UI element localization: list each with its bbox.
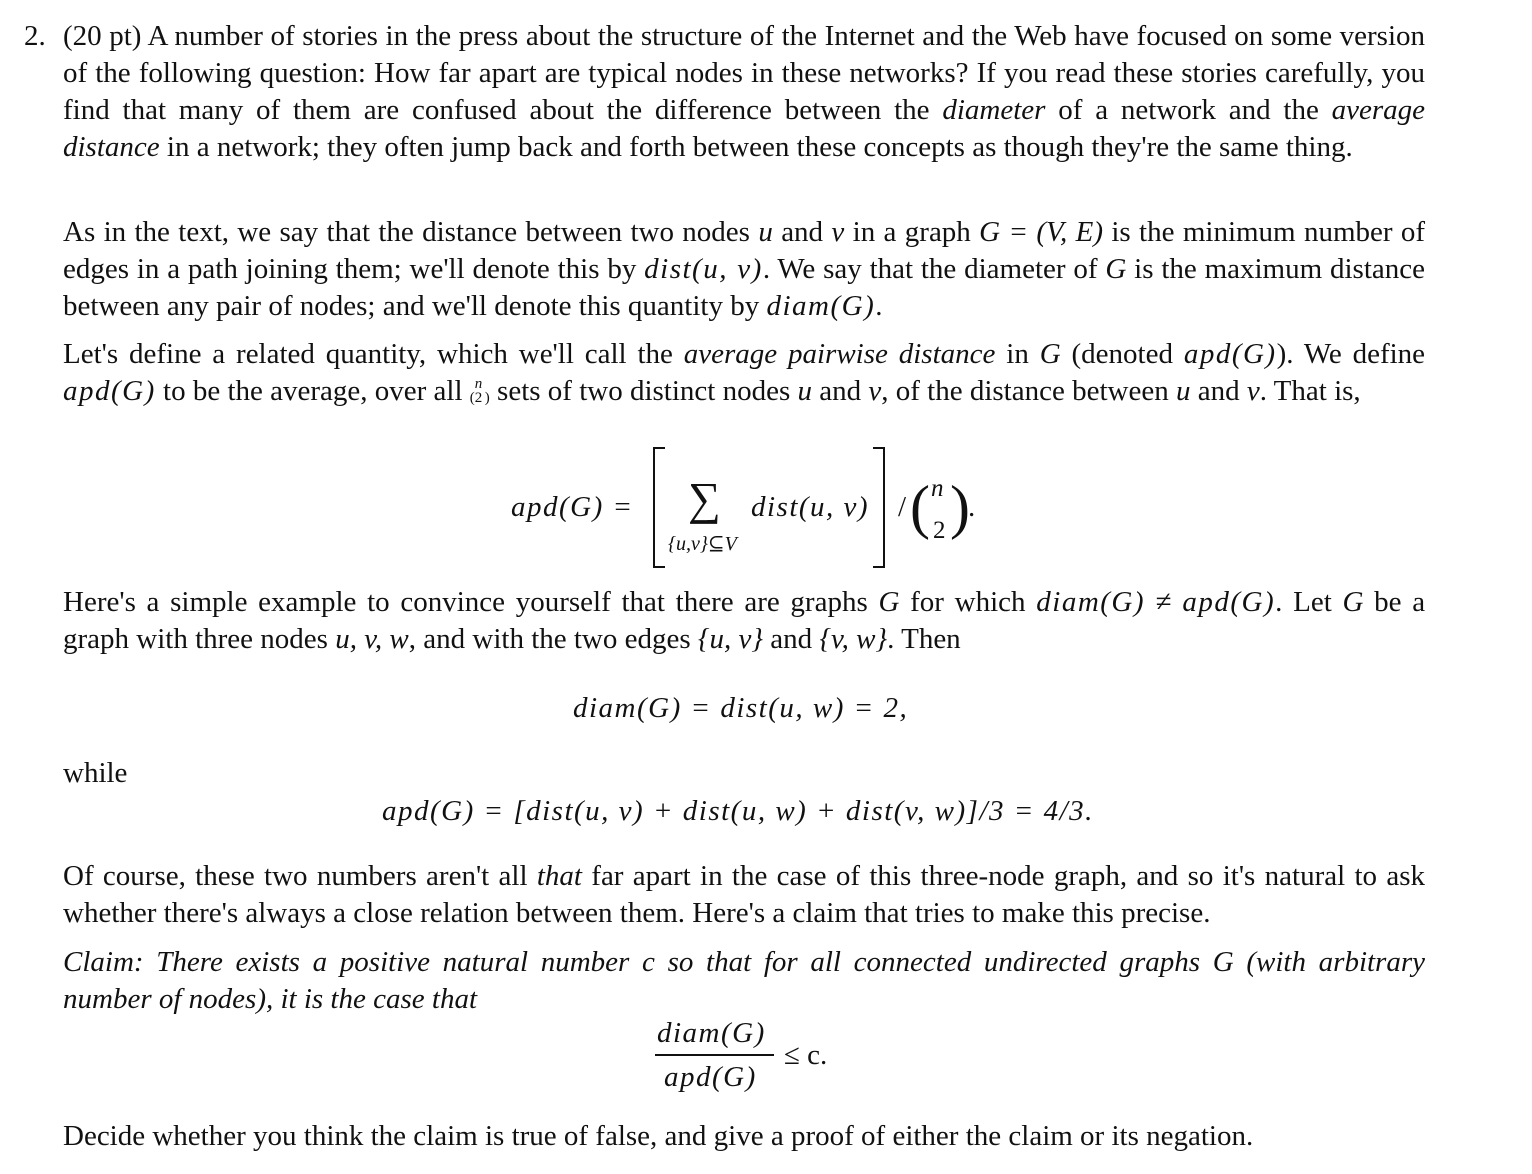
final-instruction: Decide whether you think the claim is true of false, and give a proof of either the claim or its negation.: [63, 1120, 1254, 1152]
term-average-distance: average distance: [63, 94, 1426, 163]
sigma: ∑: [688, 473, 721, 524]
right-bracket: [873, 447, 885, 568]
discussion-paragraph: Of course, these two numbers aren't all that far apart in the case of this three-node graph, and so it's natural to ask whether there's always a close relation between them. Here's a claim that tries to make this precise.: [63, 860, 1425, 929]
sum-subscript: {u,v}⊆V: [668, 533, 737, 555]
apd-equation: apd(G) = [dist(u, v) + dist(u, w) + dist(v, w)]/3 = 4/3.: [382, 795, 1094, 827]
claim-paragraph: Claim: There exists a positive natural number c so that for all connected undirected graphs G (with arbitrary number of nodes), it is the case that: [63, 946, 1425, 1015]
diam-equation: diam(G) = dist(u, w) = 2,: [573, 692, 909, 724]
while-label: while: [63, 757, 128, 789]
fraction-bar: [655, 1054, 774, 1056]
binom-n-2: ( n 2 ): [469, 376, 490, 406]
apd-definition: Let's define a related quantity, which we'll call the average pairwise distance in G (denoted apd(G)). We define apd(G) to be the average, over all ( n 2 ) sets of two distinct nodes u and v, of the distance between u and v. That is,: [63, 338, 1426, 407]
example-paragraph: Here's a simple example to convince yourself that there are graphs G for which diam(G) ≠ apd(G). Let G be a graph with three nodes u, v, w, and with the two edges {u, v} and {v, w}. Then: [63, 586, 1426, 655]
term-that: that: [536, 860, 582, 892]
intro-paragraph: (20 pt) A number of stories in the press about the structure of the Internet and the Web have focused on some version of the following question: How far apart are typical nodes in these networks? If you read these stories carefully, you find that many of them are confused about the difference between the diameter of a network and the average distance in a network; they often jump back and forth between these concepts as though they're the same thing.: [63, 20, 1426, 163]
fraction-denominator: apd(G): [664, 1061, 757, 1093]
fraction-numerator: diam(G): [657, 1017, 766, 1049]
term-diameter: diameter: [942, 94, 1046, 126]
left-bracket: [653, 447, 665, 568]
leq-c: ≤ c.: [784, 1039, 828, 1071]
points: (20 pt): [63, 20, 142, 52]
problem-number: 2.: [24, 20, 46, 52]
term-apd: average pairwise distance: [683, 338, 996, 370]
distance-definition: As in the text, we say that the distance between two nodes u and v in a graph G = (V, E) is the minimum number of edges in a path joining them; we'll denote this by dist(u, v). We say that the diameter of G is the maximum distance between any pair of nodes; and we'll denote this quantity by diam(G).: [63, 216, 1426, 322]
